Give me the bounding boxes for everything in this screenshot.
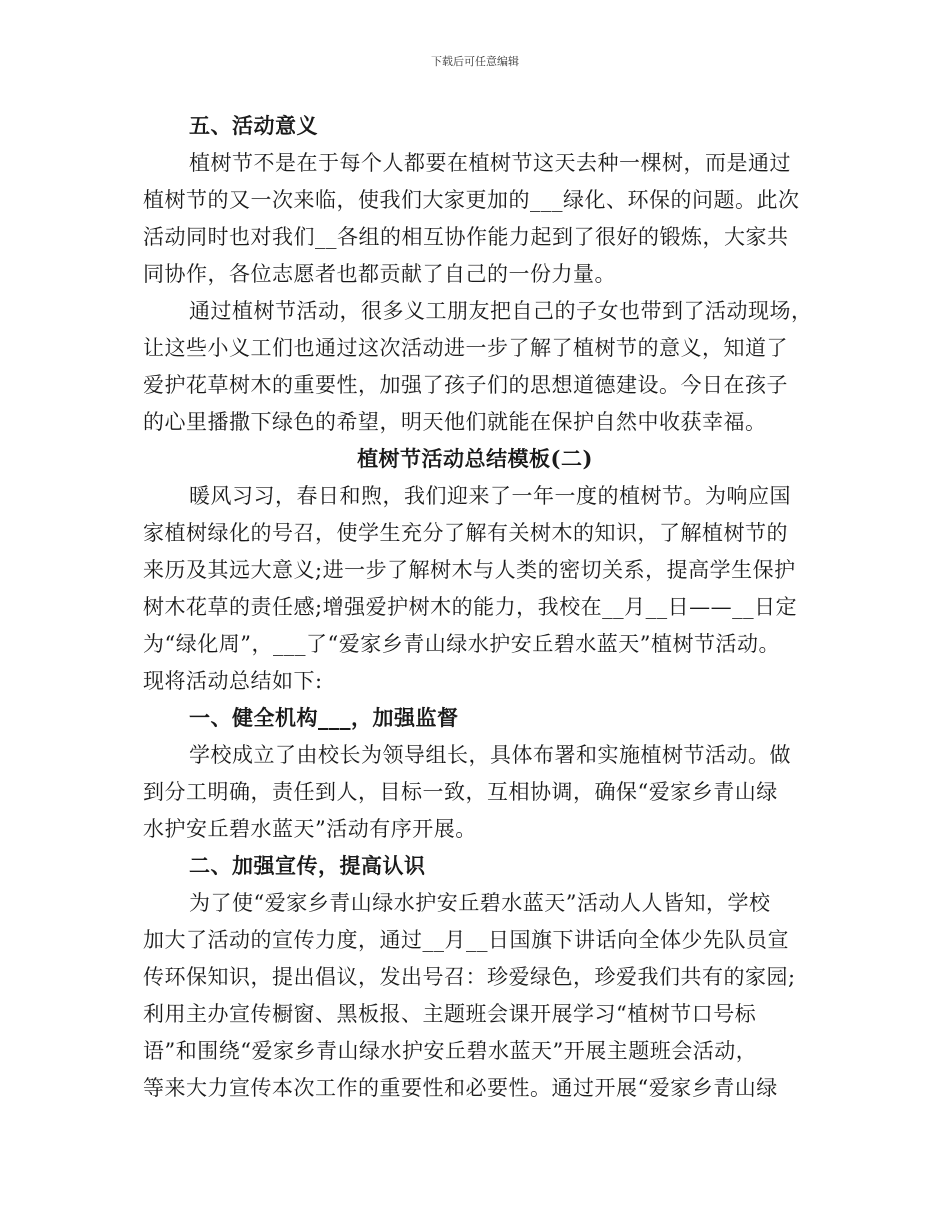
- paragraph-line: 等来大力宣传本次工作的重要性和必要性。通过开展“爱家乡青山绿: [143, 1076, 778, 1100]
- paragraph-line: 树木花草的责任感;增强爱护树木的能力，我校在__月__日——__日定: [143, 595, 798, 619]
- paragraph-line: 利用主办宣传橱窗、黑板报、主题班会课开展学习“植树节口号标: [143, 1002, 757, 1026]
- paragraph-line: 学校成立了由校长为领导组长，具体布署和实施植树节活动。做: [189, 743, 791, 767]
- paragraph-line: 来历及其远大意义;进一步了解树木与人类的密切关系，提高学生保护: [143, 558, 796, 582]
- paragraph-line: 植树节的又一次来临，使我们大家更加的___绿化、环保的问题。此次: [143, 188, 800, 212]
- paragraph-line: 传环保知识，提出倡议，发出号召：珍爱绿色，珍爱我们共有的家园;: [143, 965, 796, 989]
- paragraph-line: 水护安丘碧水蓝天”活动有序开展。: [143, 817, 477, 841]
- paragraph-line: 植树节不是在于每个人都要在植树节这天去种一棵树，而是通过: [189, 151, 791, 175]
- section-heading-organization: 一、健全机构___，加强监督: [189, 705, 459, 730]
- section-heading-publicity: 二、加强宣传，提高认识: [189, 853, 426, 878]
- paragraph-line: 语”和围绕“爱家乡青山绿水护安丘碧水蓝天”开展主题班会活动，: [143, 1039, 758, 1063]
- paragraph-line: 为“绿化周”，___了“爱家乡青山绿水护安丘碧水蓝天”植树节活动。: [143, 632, 780, 656]
- paragraph-line: 暖风习习，春日和煦，我们迎来了一年一度的植树节。为响应国: [189, 484, 791, 508]
- paragraph-line: 同协作，各位志愿者也都贡献了自己的一份力量。: [143, 262, 616, 286]
- paragraph-line: 爱护花草树木的重要性，加强了孩子们的思想道德建设。今日在孩子: [143, 373, 788, 397]
- paragraph-line: 到分工明确，责任到人，目标一致，互相协调，确保“爱家乡青山绿: [143, 780, 778, 804]
- paragraph-line: 活动同时也对我们__各组的相互协作能力起到了很好的锻炼，大家共: [143, 225, 789, 249]
- paragraph-line: 通过植树节活动，很多义工朋友把自己的子女也带到了活动现场，: [189, 299, 813, 323]
- paragraph-line: 家植树绿化的号召，使学生充分了解有关树木的知识，了解植树节的: [143, 521, 788, 545]
- paragraph-line: 的心里播撒下绿色的希望，明天他们就能在保护自然中收获幸福。: [143, 410, 767, 434]
- section-title-template-two: 植树节活动总结模板(二): [357, 446, 593, 471]
- paragraph-line: 现将活动总结如下:: [143, 669, 323, 693]
- paragraph-line: 为了使“爱家乡青山绿水护安丘碧水蓝天”活动人人皆知，学校: [189, 891, 771, 915]
- paragraph-line: 加大了活动的宣传力度，通过__月__日国旗下讲话向全体少先队员宣: [143, 928, 789, 952]
- paragraph-line: 让这些小义工们也通过这次活动进一步了解了植树节的意义，知道了: [143, 336, 788, 360]
- header-note: 下载后可任意编辑: [431, 55, 519, 68]
- section-heading-significance: 五、活动意义: [189, 113, 318, 138]
